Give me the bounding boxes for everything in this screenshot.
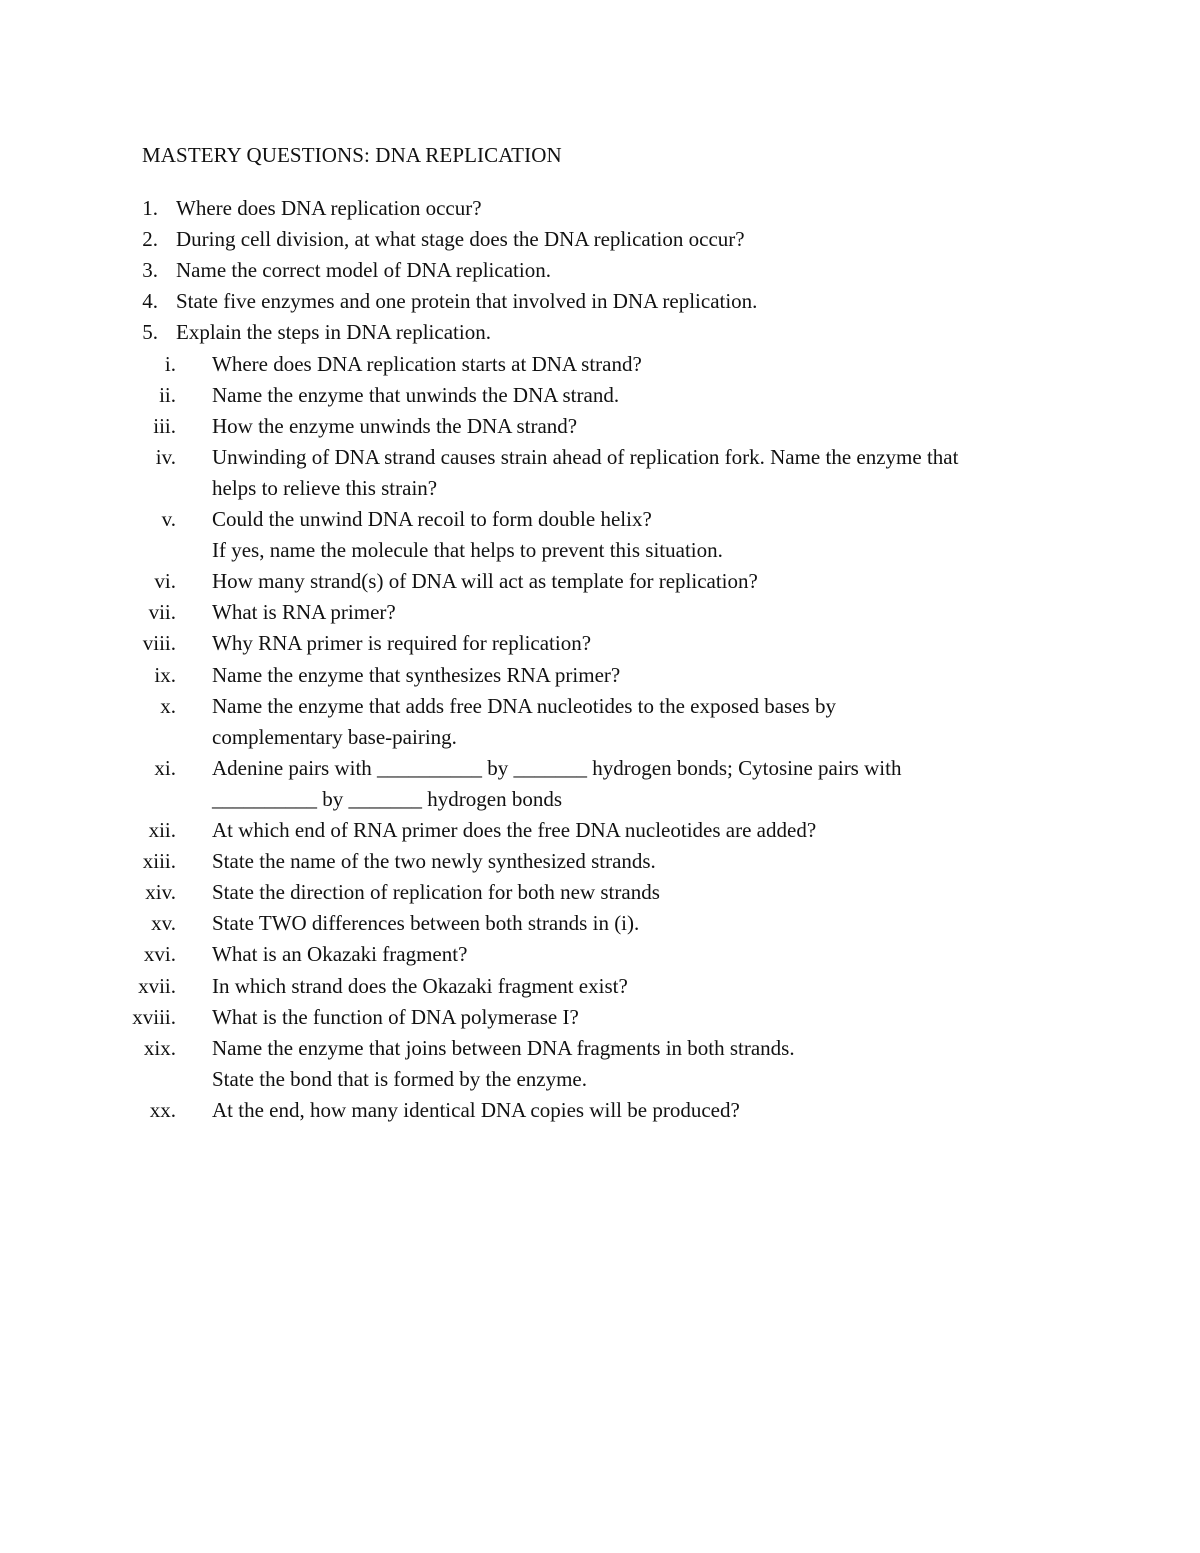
sub-question-text: Name the enzyme that unwinds the DNA strand. bbox=[212, 382, 620, 407]
sub-question-number: xii. bbox=[148, 818, 176, 842]
sub-question-text: State the bond that is formed by the enzyme. bbox=[212, 1066, 587, 1091]
sub-question-number: xviii. bbox=[132, 1004, 176, 1029]
sub-question-text: Unwinding of DNA strand causes strain ahead of replication fork. Name the enzyme that bbox=[212, 444, 959, 469]
sub-question-number: xv. bbox=[151, 911, 176, 936]
sub-question-text: complementary base-pairing. bbox=[212, 724, 457, 749]
page-title: MASTERY QUESTIONS: DNA REPLICATION bbox=[142, 143, 562, 167]
sub-question-text: State TWO differences between both strands in (i). bbox=[212, 911, 640, 936]
sub-question-text: __________ by _______ hydrogen bonds bbox=[212, 786, 562, 811]
question-text: During cell division, at what stage does the DNA replication occur? bbox=[176, 227, 745, 252]
sub-question-text: Could the unwind DNA recoil to form double helix? bbox=[212, 507, 652, 531]
question-number: 1. bbox=[142, 196, 158, 220]
sub-question-number: xvii. bbox=[138, 973, 176, 998]
sub-question-text: At the end, how many identical DNA copies will be produced? bbox=[212, 1097, 740, 1122]
sub-question-number: xvi. bbox=[143, 942, 176, 967]
sub-question-text: Name the enzyme that synthesizes RNA primer? bbox=[212, 662, 621, 687]
sub-question-number: xix. bbox=[143, 1035, 176, 1060]
question-number: 2. bbox=[142, 227, 158, 252]
sub-question-text: Name the enzyme that joins between DNA fragments in both strands. bbox=[212, 1035, 795, 1060]
question-text: Where does DNA replication occur? bbox=[176, 196, 482, 220]
sub-question-number: ix. bbox=[154, 662, 176, 687]
sub-question-text: State the direction of replication for both new strands bbox=[212, 880, 660, 905]
sub-question-number: xx. bbox=[149, 1097, 176, 1122]
question-text: Name the correct model of DNA replication. bbox=[176, 258, 551, 283]
sub-question-number: xiii. bbox=[142, 849, 176, 874]
sub-question-text: helps to relieve this strain? bbox=[212, 475, 438, 500]
question-number: 4. bbox=[142, 289, 158, 314]
question-text: Explain the steps in DNA replication. bbox=[176, 320, 491, 345]
sub-question-text: Why RNA primer is required for replication? bbox=[212, 631, 592, 656]
sub-question-text: What is the function of DNA polymerase I? bbox=[212, 1004, 579, 1029]
sub-question-text: How many strand(s) of DNA will act as template for replication? bbox=[212, 569, 758, 594]
sub-question-number: vi. bbox=[154, 569, 176, 594]
sub-question-text: Adenine pairs with __________ by _______ hydrogen bonds; Cytosine pairs with bbox=[212, 755, 902, 780]
sub-question-number: viii. bbox=[142, 631, 176, 656]
sub-question-text: At which end of RNA primer does the free DNA nucleotides are added? bbox=[212, 818, 817, 842]
sub-question-number: ii. bbox=[159, 382, 176, 407]
sub-question-number: xiv. bbox=[145, 880, 176, 905]
sub-question-number: i. bbox=[164, 351, 176, 376]
sub-question-text: If yes, name the molecule that helps to prevent this situation. bbox=[212, 538, 723, 563]
sub-question-number: vii. bbox=[148, 600, 176, 625]
question-text: State five enzymes and one protein that involved in DNA replication. bbox=[176, 289, 758, 314]
sub-question-text: State the name of the two newly synthesized strands. bbox=[212, 849, 656, 874]
question-number: 3. bbox=[142, 258, 158, 283]
sub-question-text: Where does DNA replication starts at DNA strand? bbox=[212, 351, 642, 376]
sub-question-text: What is RNA primer? bbox=[212, 600, 396, 625]
sub-question-number: iii. bbox=[153, 413, 176, 438]
sub-question-text: In which strand does the Okazaki fragment exist? bbox=[212, 973, 628, 998]
sub-question-text: Name the enzyme that adds free DNA nucleotides to the exposed bases by bbox=[212, 693, 836, 718]
question-number: 5. bbox=[142, 320, 158, 345]
sub-question-number: iv. bbox=[155, 444, 176, 469]
sub-question-text: How the enzyme unwinds the DNA strand? bbox=[212, 413, 578, 438]
sub-question-number: x. bbox=[160, 693, 176, 718]
sub-question-text: What is an Okazaki fragment? bbox=[212, 942, 468, 967]
sub-question-number: v. bbox=[161, 507, 176, 531]
sub-question-number: xi. bbox=[154, 755, 176, 780]
